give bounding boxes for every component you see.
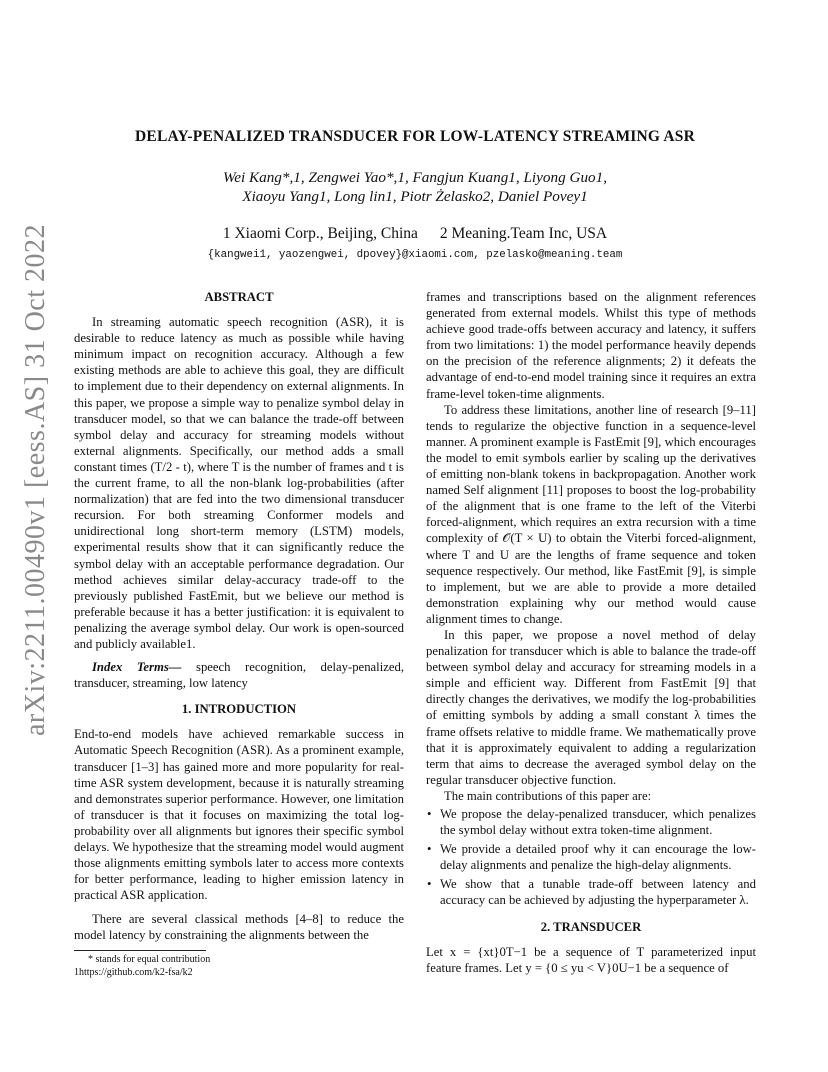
transducer-paragraph-1: Let x = {xt}0T−1 be a sequence of T parameterized input feature frames. Let y = {0 ≤ yu < V}0U−1 be a sequence of [426,944,756,975]
intro-heading: 1. INTRODUCTION [181,702,297,717]
index-terms [74,659,404,691]
abstract-body: In streaming automatic speech recognition (ASR), it is desirable to reduce latency as much as possible while having minimum impact on recognition accuracy. Although a few existing methods are able to achieve this goal, they are difficult to implement due to their dependency on external alignments. In this paper, we propose a simple way to penalize symbol delay in transducer model, so that we can balance the trade-off between symbol delay and accuracy for streaming models without external alignments. Specifically, our method adds a small constant times (T/2 - t), where T is the number of frames and t is the current frame, to all the non-blank log-probabilities (after normalization) that are fed into the two dimensional transducer recursion. For both streaming Conformer models and unidirectional long short-term memory (LSTM) models, experimental results show that it can significantly reduce the symbol delay with an acceptable performance degradation. Our method achieves similar delay-accuracy trade-off to the previously published FastEmit, but we believe our method is preferable because it has a better justification: it is equivalent to penalizing the average symbol delay. Our work is open-sourced and publicly available1. [74,315,404,651]
arxiv-id: arXiv:2211.00490v1 [eess.AS] 31 Oct 2022 [20,223,51,737]
left-column [74,289,404,944]
intro-paragraph-1: End-to-end models have achieved remarkable success in Automatic Speech Recognition (ASR). As a prominent example, transducer [1–3] has gained more and more popularity for real-time ASR system development, because it is naturally streaming and demonstrates superior performance. However, one limitation of transducer is that it focuses on maximizing the total log-probability over all alignments but ignores their specific symbol delays. We hypothesize that the streaming model would augment those alignments emitting symbols later to access more contexts for better performance, leading to higher emission latency in practical ASR application. [74,727,404,903]
intro-paragraph-2: There are several classical methods [4–8] to reduce the model latency by constraining the alignments between the [74,912,404,943]
right-column [426,289,756,976]
footnote-github-link[interactable]: 1https://github.com/k2-fsa/k2 [74,967,193,978]
index-terms-text: speech recognition, delay-penalized, transducer, streaming, low latency [74,660,404,691]
intro-paragraph-4: In this paper, we propose a novel method of delay penalization for transducer which is able to balance the trade-off between symbol delay and accuracy for streaming models in a simple and efficient way. Different from FastEmit [9] that directly changes the derivatives, we modify the log-probabilities of emitting symbols by adding a small constant λ times the frame offsets relative to middle frame. We mathematically prove that it is approximately equivalent to adding a regularization term that aims to decrease the averaged symbol delay on the regular transducer objective function. [426,627,756,787]
footnotes [74,953,210,979]
intro-paragraph-5: The main contributions of this paper are: [444,788,652,803]
intro-paragraph-3: To address these limitations, another line of research [9–11] tends to regularize the objective function in a sequence-level manner. A prominent example is FastEmit [9], which encourages the model to emit symbols earlier by scaling up the derivatives of emitting non-blank tokens in backpropagation. Another work named Self alignment [11] proposes to boost the log-probability of the alignment that is one frame to the left of the Viterbi forced-alignment, which requires an extra recursion with a time complexity of 𝒪(T × U) to obtain the Viterbi forced-alignment, where T and U are the lengths of frame sequence and token sequence respectively. Our method, like FastEmit [9], is simple to implement, but we are able to provide a more detailed demonstration explaining why our method would cause alignment times to change. [426,402,756,626]
contribution-item: • We propose the delay-penalized transducer, which penalizes the symbol delay without extra token-time alignment. [426,806,756,838]
contribution-item: • We provide a detailed proof why it can encourage the low-delay alignments and penalize the high-delay alignments. [426,841,756,873]
affiliations [74,225,756,243]
contribution-item: • We show that a tunable trade-off between latency and accuracy can be achieved by adjusting the hyperparameter λ. [426,876,756,908]
author-line-1: Wei Kang*,1, Zengwei Yao*,1, Fangjun Kuang1, Liyong Guo1, [222,169,608,186]
author-emails: {kangwei1, yaozengwei, dpovey}@xiaomi.com, pzelasko@meaning.team [207,249,623,261]
footnote-equal-contribution: * stands for equal contribution [88,954,211,965]
author-list [74,168,756,206]
abstract-heading: ABSTRACT [204,290,274,304]
paper-title: DELAY-PENALIZED TRANSDUCER FOR LOW-LATENCY STREAMING ASR [135,128,695,145]
transducer-heading: 2. TRANSDUCER [540,919,642,934]
affiliation-2: 2 Meaning.Team Inc, USA [439,225,608,242]
contributions-list [426,806,756,909]
index-terms-label: Index Terms— [92,660,182,675]
author-line-2: Xiaoyu Yang1, Long lin1, Piotr Żelasko2, Daniel Povey1 [242,188,588,205]
intro-paragraph-2-cont: frames and transcriptions based on the alignment references generated from external models. Whilst this type of methods achieve good trade-offs between accuracy and latency, it suffers from two limitations: 1) the model performance heavily depends on the precision of the reference alignments; 2) it defeats the advantage of end-to-end model training since it requires an extra frame-level token-time alignments. [426,290,756,401]
affiliation-1: 1 Xiaomi Corp., Beijing, China [222,225,418,242]
footnote-divider [74,950,206,951]
arxiv-sidebar-stamp [14,170,58,790]
